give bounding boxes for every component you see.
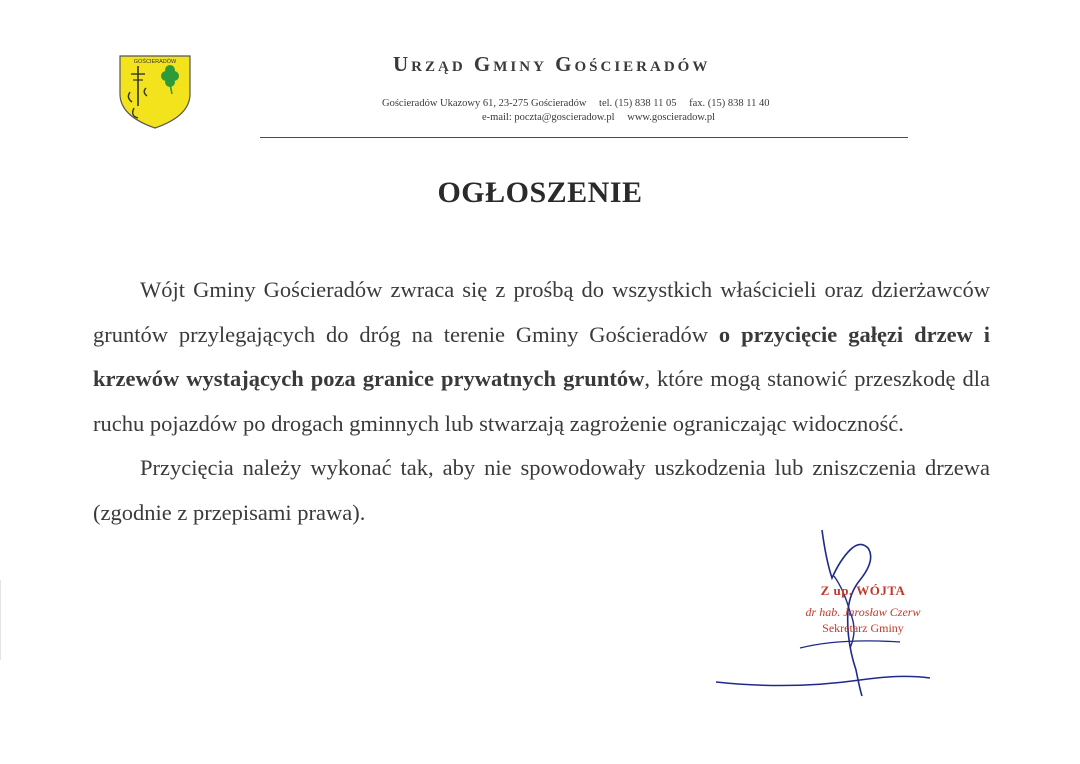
paragraph-1-text-a: Wójt Gminy Gościeradów zwraca się z prośbą do wszystkich właścicieli oraz dzierżawców gruntów przylegających do dróg na terenie Gminy Gościeradów	[93, 277, 990, 347]
header-divider	[260, 137, 908, 138]
announcement-body	[93, 268, 990, 535]
scan-edge-mark	[0, 580, 1, 660]
office-website: www.goscieradow.pl	[627, 112, 716, 123]
office-title: Urząd Gminy Gościeradów	[393, 52, 711, 76]
office-fax: fax. (15) 838 11 40	[689, 98, 770, 109]
paragraph-1-bold-text: o przycięcie gałęzi drzew i krzewów wystających poza granice prywatnych gruntów	[93, 321, 990, 391]
stamp-signatory-role: Sekretarz Gminy	[822, 621, 904, 635]
office-email: e-mail: poczta@goscieradow.pl	[482, 112, 615, 123]
stamp-authority: Z up. WÓJTA	[820, 583, 906, 598]
office-address: Gościeradów Ukazowy 61, 23-275 Gościeradów	[382, 98, 587, 109]
stamp-signatory-name: dr hab. Jarosław Czerw	[805, 605, 921, 619]
contact-web-line	[482, 112, 725, 123]
office-phone: tel. (15) 838 11 05	[599, 98, 677, 109]
announcement-heading: OGŁOSZENIE	[437, 176, 643, 209]
crest-text: GOŚCIERADÓW	[133, 59, 177, 65]
municipal-crest-logo	[116, 50, 194, 130]
paragraph-1-text-b: , które mogą stanowić przeszkodę dla ruchu pojazdów po drogach gminnych lub stwarzają zagrożenie ograniczając widoczność.	[93, 366, 990, 436]
paragraph-1	[93, 268, 990, 446]
official-stamp	[778, 583, 948, 636]
paragraph-2: Przycięcia należy wykonać tak, aby nie spowodowały uszkodzenia lub zniszczenia drzewa (zgodnie z przepisami prawa).	[93, 455, 990, 525]
contact-address-line	[382, 98, 780, 109]
